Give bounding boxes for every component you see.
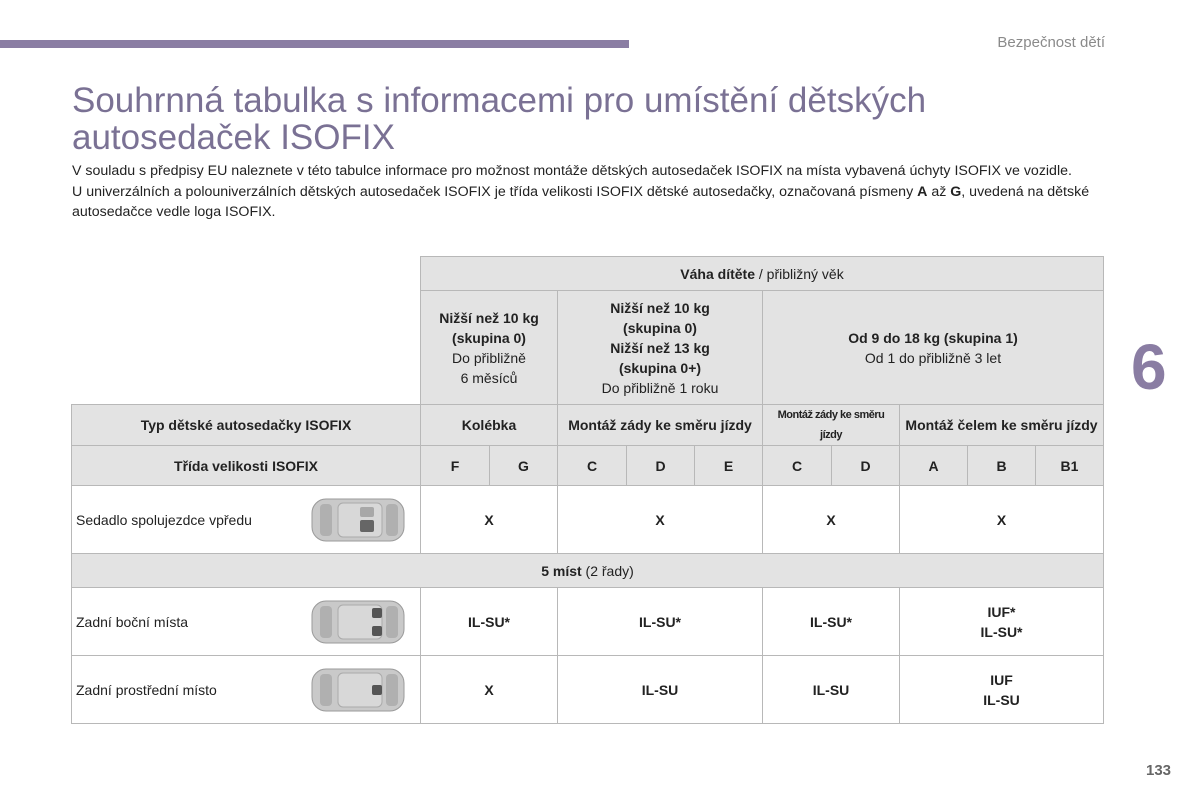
value-text: X (996, 511, 1007, 528)
value-text: IL-SU* (639, 613, 681, 630)
car-rear-middle-seat-icon (308, 664, 408, 716)
value-cell (900, 486, 1104, 554)
class-c: C (586, 457, 598, 474)
table-row (72, 486, 1104, 554)
type-3-text: Montáž čelem ke směru jízdy (905, 417, 1098, 433)
section-row (72, 554, 1104, 588)
class-f: F (450, 457, 460, 474)
section-label: Bezpečnost dětí (997, 34, 1105, 51)
group-0-line1: Nižší než 10 kg (439, 309, 539, 326)
class-a: A (928, 457, 939, 474)
table-corner (72, 257, 421, 291)
page-number: 133 (1146, 762, 1172, 779)
section-row-rest: (2 řady) (581, 562, 634, 579)
intro-text (72, 161, 1112, 223)
value-text: IL-SU (812, 681, 850, 698)
group-1-line2: (skupina 0) (623, 319, 697, 336)
value-text: X (655, 511, 665, 528)
class-d-2: D (860, 457, 871, 474)
intro-p2-a: U univerzálních a polouniverzálních dětských autosedaček ISOFIX je třída velikosti ISOFIX dětské autosedačky, označovaná písmeny (72, 183, 918, 200)
class-cell (1036, 446, 1104, 486)
chapter-number: 6 (1131, 331, 1167, 403)
value-cell (421, 588, 558, 656)
value-cell (558, 656, 763, 724)
type-1-text: Montáž zády ke směru jízdy (568, 417, 752, 433)
table-row (72, 588, 1104, 656)
class-label (72, 446, 421, 486)
value-cell (558, 588, 763, 656)
row-label-cell (72, 656, 421, 724)
value-text-line1: IUF (990, 671, 1013, 688)
value-cell (421, 486, 558, 554)
group-2-line1: Od 9 do 18 kg (skupina 1) (848, 329, 1018, 346)
value-cell (421, 656, 558, 724)
type-label-text: Typ dětské autosedačky ISOFIX (140, 417, 352, 433)
class-g: G (518, 457, 529, 474)
weight-group-0plus (558, 291, 763, 405)
value-cell (763, 656, 900, 724)
car-rear-side-seats-icon (308, 596, 408, 648)
weight-group-1 (763, 291, 1104, 405)
value-cell (558, 486, 763, 554)
class-cell (558, 446, 627, 486)
value-cell (900, 656, 1104, 724)
class-cell (627, 446, 695, 486)
group-1-line4: (skupina 0+) (618, 359, 702, 376)
intro-p2-b: až (927, 183, 951, 200)
section-row-bold: 5 míst (541, 562, 582, 579)
type-rear-facing-2 (763, 405, 900, 446)
intro-p2-class-g: G (950, 183, 962, 200)
type-label (72, 405, 421, 446)
weight-header (421, 257, 1104, 291)
value-text-line1: IUF* (987, 603, 1016, 620)
row-label-cell (72, 588, 421, 656)
class-cell (763, 446, 832, 486)
type-carrycot (421, 405, 558, 446)
value-text-line2: IL-SU* (980, 623, 1023, 640)
type-0-text: Kolébka (461, 417, 517, 433)
class-cell (421, 446, 490, 486)
intro-p2-class-a: A (917, 183, 928, 200)
group-0-line3: Do přibližně (452, 349, 526, 366)
isofix-summary-table (71, 256, 1104, 724)
type-2-text: Montáž zády ke směru jízdy (777, 409, 885, 441)
top-accent-bar (0, 40, 629, 48)
intro-paragraph-2 (72, 182, 1112, 223)
value-text: IL-SU* (468, 613, 510, 630)
type-rear-facing-1 (558, 405, 763, 446)
weight-header-bold: Váha dítěte (680, 265, 755, 282)
row-label: Zadní prostřední místo (76, 681, 217, 698)
value-text-line2: IL-SU (983, 691, 1020, 708)
group-1-line1: Nižší než 10 kg (610, 299, 710, 316)
class-label-text: Třída velikosti ISOFIX (174, 457, 318, 474)
class-cell (968, 446, 1036, 486)
value-text: X (484, 511, 494, 528)
car-front-seat-icon (308, 494, 408, 546)
class-cell (832, 446, 900, 486)
type-forward-facing (900, 405, 1104, 446)
intro-p2-c: , uvedená na dětské autosedačce vedle loga ISOFIX. (72, 183, 1090, 220)
value-cell (763, 588, 900, 656)
row-label: Zadní boční místa (76, 613, 189, 630)
class-c-2: C (791, 457, 803, 474)
value-cell (900, 588, 1104, 656)
weight-group-0 (421, 291, 558, 405)
value-text: X (826, 511, 836, 528)
page-title (72, 82, 1032, 156)
group-1-line3: Nižší než 13 kg (610, 339, 710, 356)
value-cell (763, 486, 900, 554)
page-title-line1: Souhrnná tabulka s informacemi pro umístění dětských (72, 81, 927, 120)
table-row (72, 656, 1104, 724)
value-text: X (484, 681, 494, 698)
group-2-line2: Od 1 do přibližně 3 let (864, 349, 1002, 366)
group-1-line5: Do přibližně 1 roku (601, 379, 719, 396)
row-label: Sedadlo spolujezdce vpředu (76, 511, 252, 528)
class-b: B (996, 457, 1007, 474)
class-cell (900, 446, 968, 486)
class-b1: B1 (1060, 457, 1079, 474)
value-text: IL-SU* (810, 613, 852, 630)
value-text: IL-SU (641, 681, 679, 698)
intro-paragraph-1: V souladu s předpisy EU naleznete v této tabulce informace pro možnost montáže dětských autosedaček ISOFIX na místa vybavená úchyty ISOFIX ve vozidle. (72, 163, 1072, 179)
page-title-line2: autosedaček ISOFIX (72, 118, 395, 157)
weight-header-rest: / přibližný věk (755, 265, 844, 282)
group-0-line4: 6 měsíců (460, 369, 518, 386)
row-label-cell (72, 486, 421, 554)
class-e: E (723, 457, 734, 474)
class-cell (695, 446, 763, 486)
class-cell (490, 446, 558, 486)
group-0-line2: (skupina 0) (452, 329, 526, 346)
table-corner-2 (72, 291, 421, 405)
class-d: D (655, 457, 666, 474)
